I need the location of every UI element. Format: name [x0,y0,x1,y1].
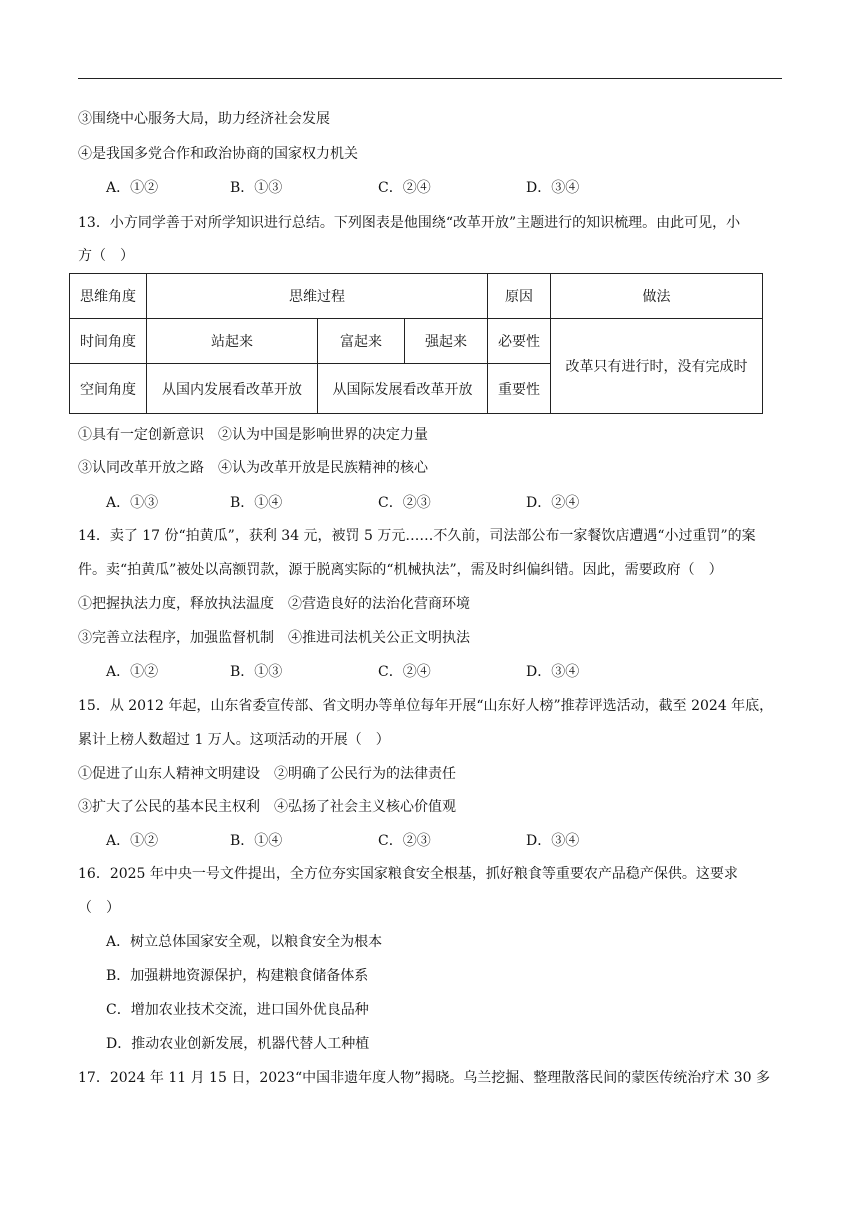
header-rule [78,78,782,79]
q13-choice-c[interactable]: C．②③ [378,495,431,511]
q14-stem-line-1: 14．卖了 17 份“拍黄瓜”，获利 34 元，被罚 5 万元……不久前，司法部公布一家餐饮店遭遇“小过重罚”的案 [78,528,756,544]
q16-stem-line-2: （ ） [78,900,120,916]
table-cell-time-angle: 时间角度 [70,319,147,364]
q12-choice-a[interactable]: A．①② [106,180,159,196]
table-cell-get-rich: 富起来 [318,319,405,364]
q14-choices [106,662,626,682]
table-cell-method: 改革只有进行时，没有完成时 [551,319,763,414]
q14-choice-c[interactable]: C．②④ [378,664,431,680]
q15-choice-b[interactable]: B．①④ [230,833,283,849]
q15-options-line-2: ③扩大了公民的基本民主权利 ④弘扬了社会主义核心价值观 [78,799,456,815]
q13-options-line-2: ③认同改革开放之路 ④认为改革开放是民族精神的核心 [78,460,428,476]
q14-options-line-2: ③完善立法程序，加强监督机制 ④推进司法机关公正文明执法 [78,630,470,646]
q12-choice-c[interactable]: C．②④ [378,180,431,196]
table-cell-get-strong: 强起来 [405,319,488,364]
q16-choice-b[interactable]: B．加强耕地资源保护，构建粮食储备体系 [106,968,369,984]
table-cell-necessity: 必要性 [488,319,551,364]
q14-choice-a[interactable]: A．①② [106,664,159,680]
q13-choice-b[interactable]: B．①④ [230,495,283,511]
q13-choices [106,493,626,513]
q15-stem-line-1: 15．从 2012 年起，山东省委宣传部、省文明办等单位每年开展“山东好人榜”推荐评选活动，截至 2024 年底， [78,698,774,714]
table-header-reason: 原因 [488,274,551,319]
table-cell-importance: 重要性 [488,364,551,414]
q15-choice-d[interactable]: D．③④ [526,833,580,849]
q13-stem-line-2: 方（ ） [78,248,134,264]
q15-choice-c[interactable]: C．②③ [378,833,431,849]
q13-choice-a[interactable]: A．①③ [106,495,159,511]
q14-choice-b[interactable]: B．①③ [230,664,283,680]
table-cell-space-angle: 空间角度 [70,364,147,414]
q13-choice-d[interactable]: D．②④ [526,495,580,511]
q16-stem-line-1: 16．2025 年中央一号文件提出，全方位夯实国家粮食安全根基，抓好粮食等重要农产品稳产保供。这要求 [78,866,738,882]
q12-choice-b[interactable]: B．①③ [230,180,283,196]
q12-choices [106,178,626,198]
table-header-process: 思维过程 [147,274,488,319]
q16-choice-a[interactable]: A．树立总体国家安全观，以粮食安全为根本 [106,934,383,950]
table-header-angle: 思维角度 [70,274,147,319]
q13-options-line-1: ①具有一定创新意识 ②认为中国是影响世界的决定力量 [78,427,428,443]
q15-stem-line-2: 累计上榜人数超过 1 万人。这项活动的开展（ ） [78,732,390,748]
q14-choice-d[interactable]: D．③④ [526,664,580,680]
table-cell-domestic: 从国内发展看改革开放 [147,364,318,414]
q15-options-line-1: ①促进了山东人精神文明建设 ②明确了公民行为的法律责任 [78,766,456,782]
q16-choice-c[interactable]: C．增加农业技术交流，进口国外优良品种 [106,1002,369,1018]
q13-stem-line-1: 13．小方同学善于对所学知识进行总结。下列图表是他围绕“改革开放”主题进行的知识梳理。由此可见，小 [78,215,741,231]
table-header-method: 做法 [551,274,763,319]
q15-choices [106,831,626,851]
q12-option-3: ③围绕中心服务大局，助力经济社会发展 [78,111,330,127]
table-cell-stand-up: 站起来 [147,319,318,364]
table-cell-international: 从国际发展看改革开放 [318,364,488,414]
q16-choice-d[interactable]: D．推动农业创新发展，机器代替人工种植 [106,1036,370,1052]
q17-stem-line-1: 17．2024 年 11 月 15 日，2023“中国非遗年度人物”揭晓。乌兰挖掘、整理散落民间的蒙医传统治疗术 30 多 [78,1070,770,1086]
q14-options-line-1: ①把握执法力度，释放执法温度 ②营造良好的法治化营商环境 [78,596,470,612]
q14-stem-line-2: 件。卖“拍黄瓜”被处以高额罚款，源于脱离实际的“机械执法”，需及时纠偏纠错。因此，需要政府（ ） [78,562,723,578]
q13-knowledge-table [69,273,763,414]
q12-option-4: ④是我国多党合作和政治协商的国家权力机关 [78,146,358,162]
q12-choice-d[interactable]: D．③④ [526,180,580,196]
q15-choice-a[interactable]: A．①② [106,833,159,849]
